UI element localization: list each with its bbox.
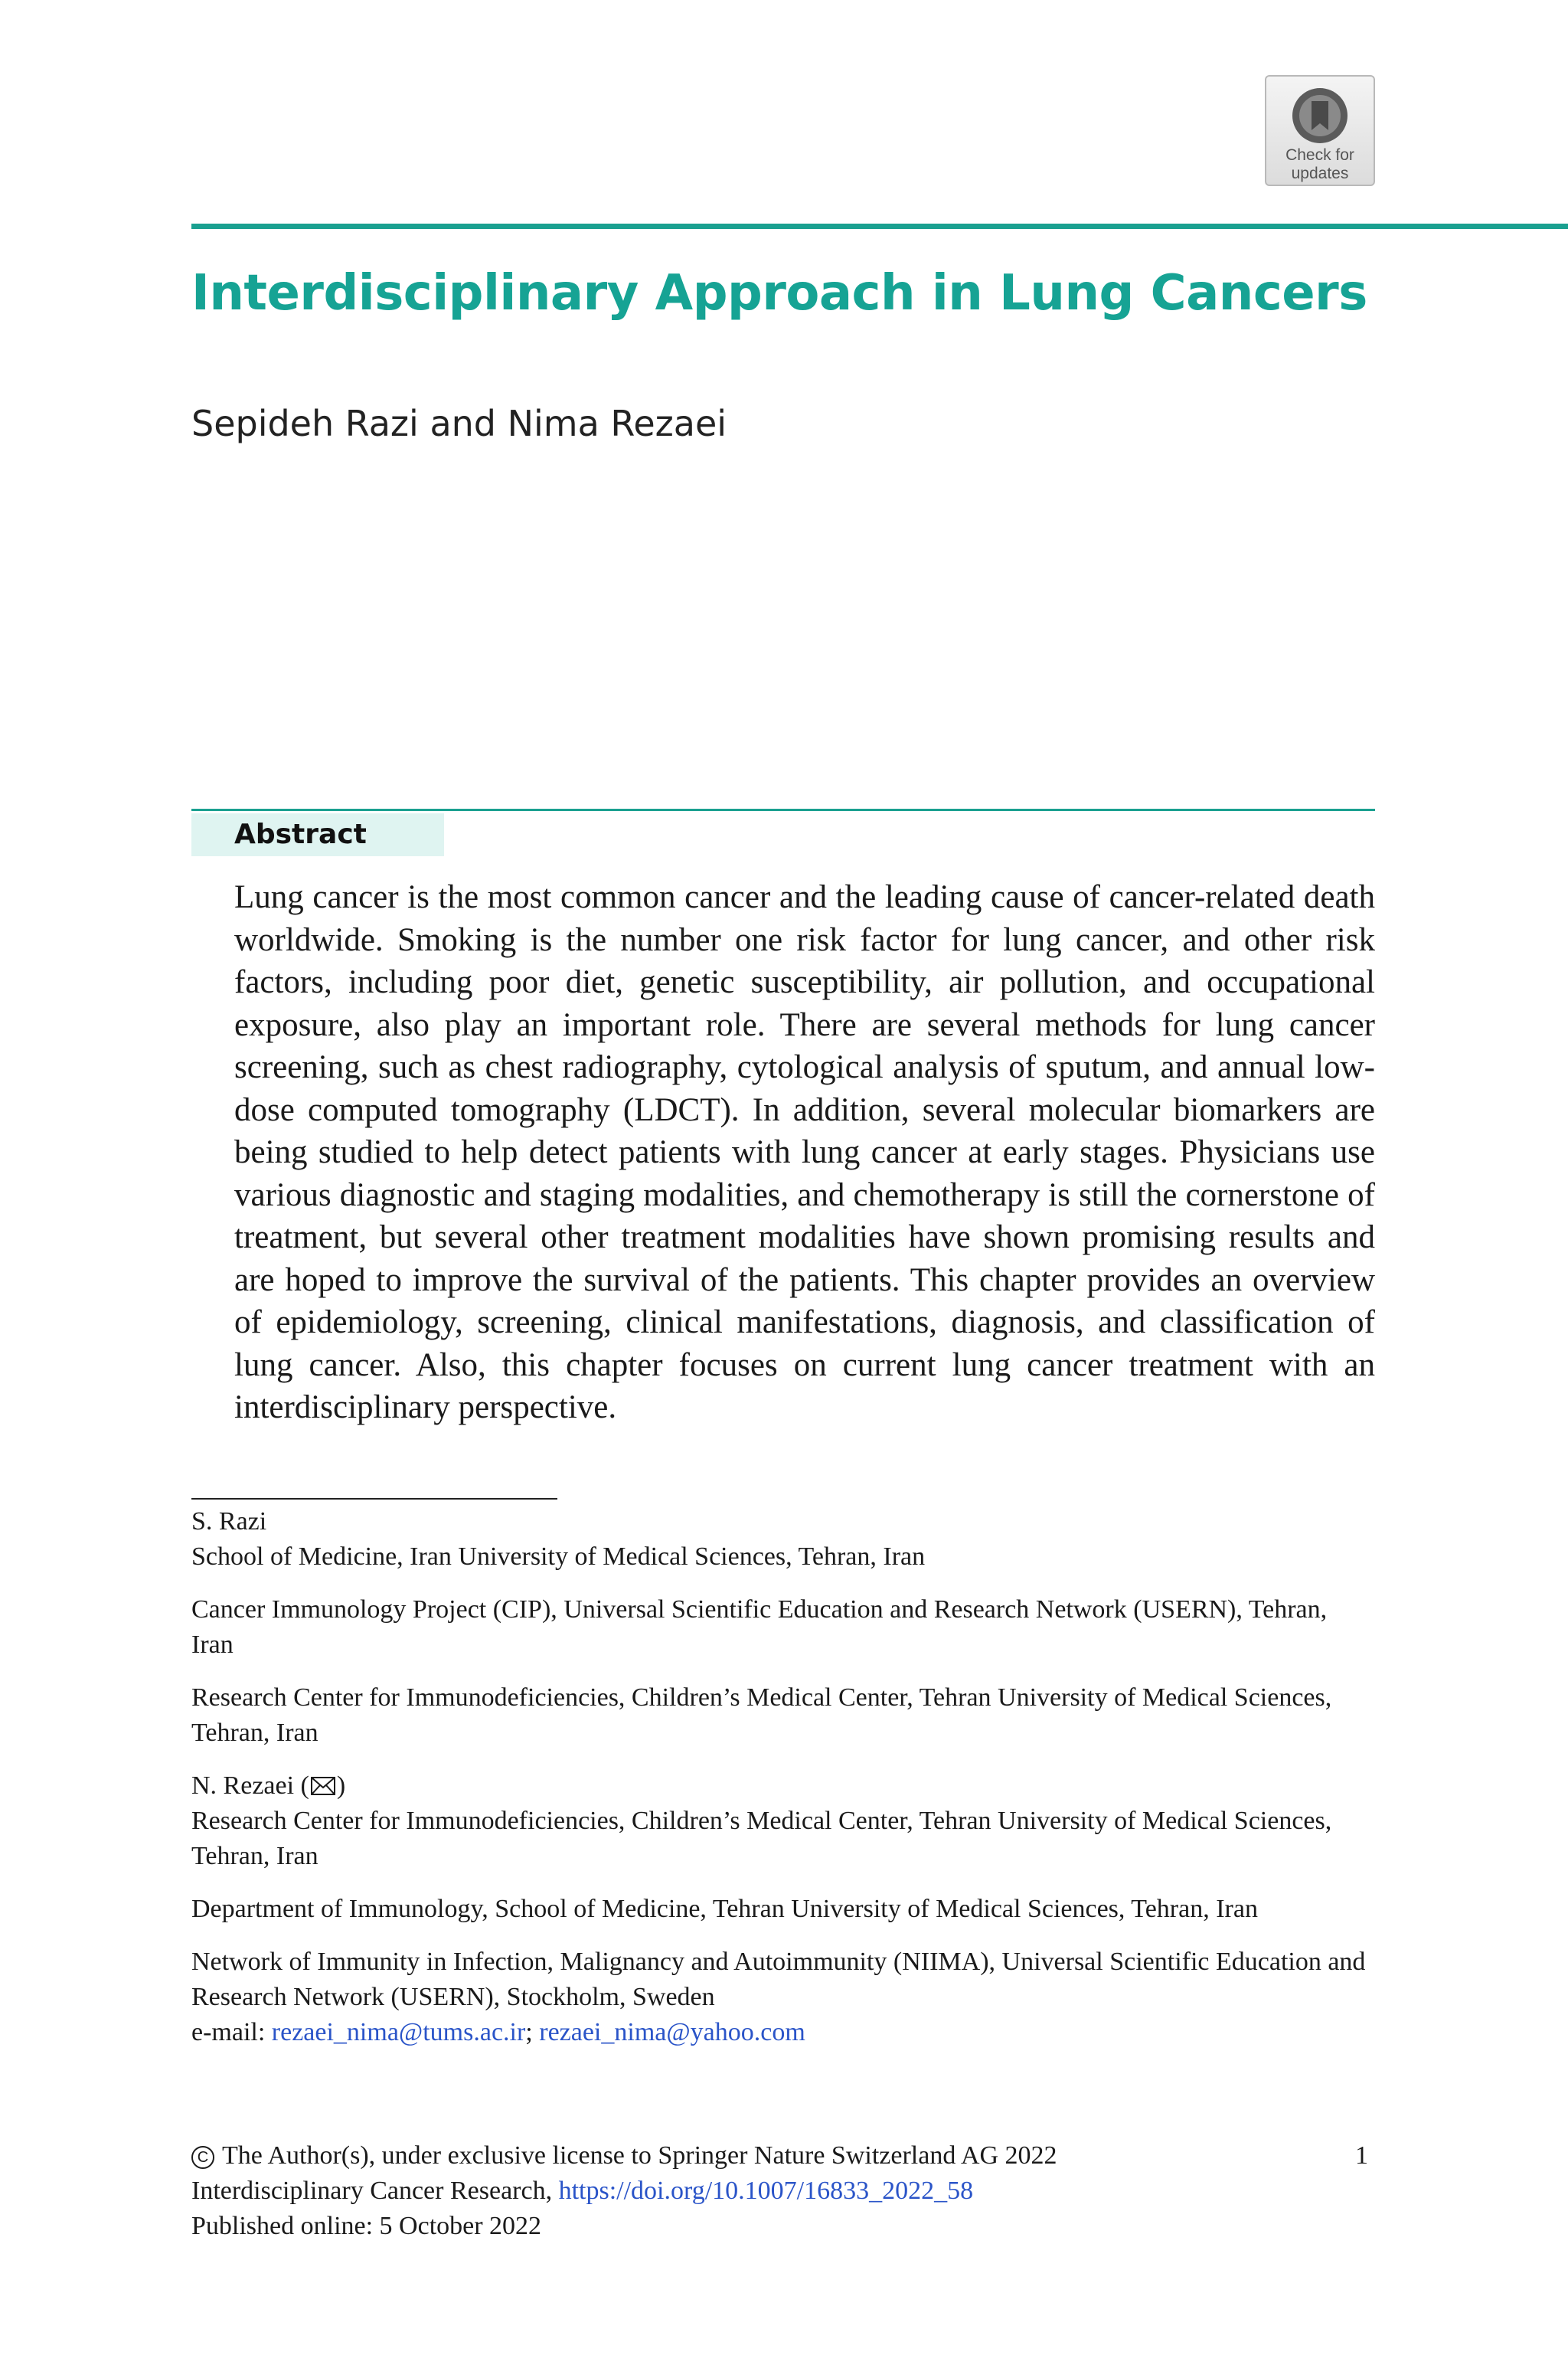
series-text: Interdisciplinary Cancer Research,	[191, 2177, 559, 2205]
footnote-rule	[191, 1498, 557, 1500]
abstract-text: Lung cancer is the most common cancer and the leading cause of cancer-related death worldwide. Smoking is the number one risk factor for lung cancer, and other risk factors, including poor diet, genetic susceptibility, air pollution, and occupational exposure, also play an important role. There are several methods for lung cancer screening, such as chest radiography, cytological analysis of sputum, and annual low-dose computed tomography (LDCT). In addition, several molecular biomarkers are being studied to help detect patients with lung cancer at early stages. Physicians use various diagnostic and staging modalities, and chemotherapy is still the cornerstone of treatment, but several other treatment modalities have shown promising results and are hoped to improve the survival of the patients. This chapter provides an overview of epidemiology, screening, clinical manifestations, diagnosis, and classification of lung cancer. Also, this chapter focuses on current lung cancer treatment with an interdisciplinary perspective.	[234, 879, 1375, 1425]
title-rule	[191, 224, 1568, 229]
envelope-icon	[310, 1775, 336, 1797]
email-link-yahoo[interactable]: rezaei_nima@yahoo.com	[539, 2018, 805, 2046]
published-date: Published online: 5 October 2022	[191, 2212, 542, 2240]
email-line	[191, 2015, 1375, 2050]
razi-affiliation-1: School of Medicine, Iran University of Medical Sciences, Tehran, Iran	[191, 1542, 926, 1571]
author-razi-name: S. Razi	[191, 1507, 267, 1536]
abstract-label: Abstract	[191, 813, 444, 856]
rezaei-affiliation-3: Network of Immunity in Infection, Malignancy and Autoimmunity (NIIMA), Universal Scientific Education and Research Network (USERN), Stockholm, Sweden	[191, 1948, 1366, 2011]
email-link-tums[interactable]: rezaei_nima@tums.ac.ir	[271, 2018, 526, 2046]
email-separator: ;	[525, 2018, 540, 2046]
razi-affiliation-3: Research Center for Immunodeficiencies, Children’s Medical Center, Tehran University of Medical Sciences, Tehran, Iran	[191, 1683, 1332, 1747]
rezaei-name-text: N. Rezaei (	[191, 1771, 309, 1800]
razi-affiliation-2: Cancer Immunology Project (CIP), Universal Scientific Education and Research Network (USERN), Tehran, Iran	[191, 1595, 1328, 1659]
footer	[191, 2138, 1375, 2244]
author-list: Sepideh Razi and Nima Rezaei	[191, 403, 727, 444]
copyright-icon: C	[191, 2146, 214, 2169]
rezaei-affiliation-1: Research Center for Immunodeficiencies, Children’s Medical Center, Tehran University of Medical Sciences, Tehran, Iran	[191, 1807, 1332, 1870]
author-rezaei-name	[191, 1768, 1375, 1804]
badge-line-2: updates	[1291, 165, 1349, 182]
badge-line-1: Check for	[1285, 146, 1354, 164]
page-number: 1	[1355, 2141, 1368, 2170]
series-line	[191, 2174, 1375, 2209]
copyright-line	[191, 2138, 1375, 2174]
email-label: e-mail:	[191, 2018, 272, 2046]
copyright-text: The Author(s), under exclusive license to Springer Nature Switzerland AG 2022	[222, 2141, 1057, 2170]
affiliations	[191, 1504, 1375, 2050]
abstract-rule	[191, 809, 1375, 811]
rezaei-affiliation-2: Department of Immunology, School of Medicine, Tehran University of Medical Sciences, Tehran, Iran	[191, 1895, 1258, 1923]
doi-link[interactable]: https://doi.org/10.1007/16833_2022_58	[558, 2177, 974, 2205]
bookmark-check-icon	[1290, 86, 1350, 146]
chapter-title: Interdisciplinary Approach in Lung Cancers	[191, 265, 1367, 322]
rezaei-name-end: )	[336, 1771, 346, 1800]
check-for-updates-badge[interactable]	[1265, 75, 1375, 186]
